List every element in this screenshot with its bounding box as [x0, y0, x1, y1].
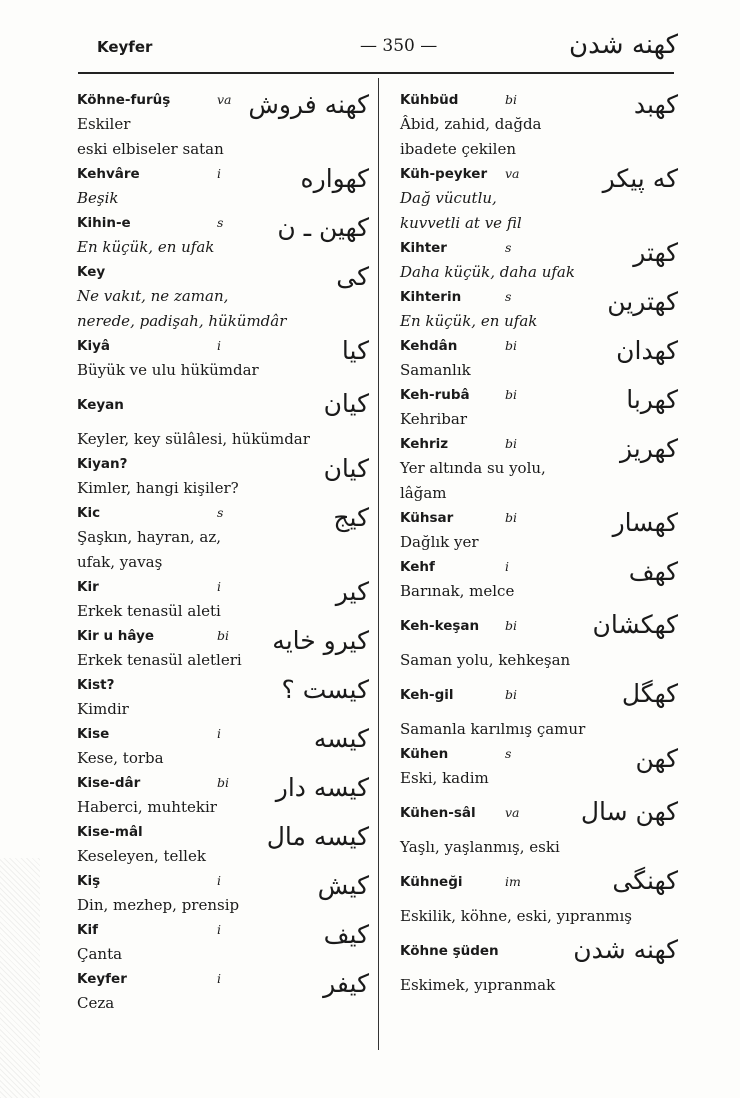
dictionary-entry	[400, 860, 678, 929]
definition-line: Barınak, melce	[400, 582, 515, 600]
headword-text: Kir u hâye	[77, 628, 155, 644]
part-of-speech: bi	[505, 618, 517, 633]
arabic-script: كيا	[341, 336, 369, 365]
headword-text: Kühneği	[400, 874, 463, 890]
arabic-script: كهن سال	[580, 797, 678, 826]
left-column	[77, 88, 369, 1016]
arabic-script: كهكشان	[592, 610, 678, 639]
definition-line: Beşik	[77, 189, 119, 207]
dictionary-entry	[77, 673, 369, 722]
definition-line: ibadete çekilen	[400, 140, 516, 158]
arabic-script: كهترين	[607, 287, 678, 316]
definition-line: Yaşlı, yaşlanmış, eski	[400, 838, 560, 856]
part-of-speech: i	[505, 559, 509, 574]
part-of-speech: i	[217, 579, 221, 594]
dictionary-entry	[77, 771, 369, 820]
part-of-speech: bi	[505, 687, 517, 702]
definition-line: Âbid, zahid, dağda	[400, 115, 542, 133]
arabic-script: كيف	[323, 920, 369, 949]
definition-line: Kese, torba	[77, 749, 164, 767]
part-of-speech: i	[217, 971, 221, 986]
part-of-speech: bi	[505, 387, 517, 402]
part-of-speech: bi	[505, 92, 517, 107]
part-of-speech: bi	[505, 436, 517, 451]
dictionary-entry	[400, 236, 678, 285]
dictionary-entry	[400, 742, 678, 791]
arabic-script: كيست ؟	[281, 675, 369, 704]
definition-line: Daha küçük, daha ufak	[400, 263, 575, 281]
part-of-speech: bi	[217, 775, 229, 790]
part-of-speech: va	[217, 92, 232, 107]
header-rule	[78, 72, 674, 74]
arabic-script: كيسه مال	[266, 822, 369, 851]
right-column	[400, 88, 678, 998]
dictionary-entry	[400, 383, 678, 432]
headword-text: Keyfer	[77, 971, 127, 987]
definition-line: ufak, yavaş	[77, 553, 163, 571]
dictionary-entry	[77, 211, 369, 260]
dictionary-entry	[77, 869, 369, 918]
part-of-speech: s	[505, 289, 512, 304]
definition-line: lâğam	[400, 484, 447, 502]
dictionary-entry	[400, 334, 678, 383]
arabic-script: كيان	[323, 454, 369, 483]
part-of-speech: i	[217, 166, 221, 181]
page-edge-speckle	[0, 858, 40, 1098]
arabic-script: كيسه	[313, 724, 369, 753]
headword-text: Key	[77, 264, 106, 280]
entry-headword	[77, 260, 369, 284]
definition-line: Dağlık yer	[400, 533, 479, 551]
arabic-script: كيسه دار	[275, 773, 369, 802]
dictionary-entry	[77, 967, 369, 1016]
definition-line: Şaşkın, hayran, az,	[77, 528, 222, 546]
part-of-speech: i	[217, 726, 221, 741]
column-divider	[378, 78, 379, 1050]
arabic-script: كى	[336, 262, 369, 291]
definition-line: Eski, kadim	[400, 769, 489, 787]
headword-text: Kise-mâl	[77, 824, 143, 840]
part-of-speech: i	[217, 922, 221, 937]
headword-text: Keh-gil	[400, 687, 454, 703]
dictionary-entry	[400, 604, 678, 673]
headword-text: Kihter	[400, 240, 447, 256]
arabic-script: كهدان	[616, 336, 678, 365]
part-of-speech: bi	[505, 510, 517, 525]
definition-line: Samanlık	[400, 361, 471, 379]
headword-text: Kihin-e	[77, 215, 131, 231]
headword-text: Kehdân	[400, 338, 458, 354]
running-head-arabic: كهنه شدن	[569, 30, 678, 60]
page-number: — 350 —	[360, 36, 438, 56]
part-of-speech: i	[217, 873, 221, 888]
headword-text: Kise-dâr	[77, 775, 141, 791]
entry-headword	[77, 501, 369, 525]
headword-text: Kise	[77, 726, 110, 742]
definition-line: Erkek tenasül aletleri	[77, 651, 242, 669]
dictionary-entry	[77, 918, 369, 967]
arabic-script: كهنه شدن	[573, 935, 678, 964]
dictionary-entry	[77, 820, 369, 869]
part-of-speech: s	[505, 240, 512, 255]
arabic-script: كهن	[635, 744, 678, 773]
dictionary-entry	[400, 88, 678, 162]
arabic-script: كهريز	[620, 434, 678, 463]
definition-line: eski elbiseler satan	[77, 140, 224, 158]
definition-line: Çanta	[77, 945, 123, 963]
definition-line: Yer altında su yolu,	[400, 459, 546, 477]
definition-line: Keseleyen, tellek	[77, 847, 206, 865]
dictionary-entry	[400, 506, 678, 555]
page-header	[0, 30, 740, 70]
arabic-script: كهنگى	[612, 866, 678, 895]
headword-text: Kiyâ	[77, 338, 110, 354]
definition-line: Haberci, muhtekir	[77, 798, 217, 816]
dictionary-entry	[77, 575, 369, 624]
definition-line: En küçük, en ufak	[77, 238, 215, 256]
part-of-speech: s	[505, 746, 512, 761]
part-of-speech: s	[217, 505, 224, 520]
dictionary-entry	[400, 929, 678, 998]
headword-text: Kiyan?	[77, 456, 128, 472]
headword-text: Keh-keşan	[400, 618, 480, 634]
headword-text: Kihterin	[400, 289, 462, 305]
arabic-script: كهواره	[300, 164, 369, 193]
definition-line: Kimdir	[77, 700, 129, 718]
headword-text: Kühen-sâl	[400, 805, 476, 821]
dictionary-entry	[400, 555, 678, 604]
definition-line: Saman yolu, kehkeşan	[400, 651, 571, 669]
dictionary-entry	[77, 88, 369, 162]
headword-text: Küh-peyker	[400, 166, 488, 182]
definition-line: Keyler, key sülâlesi, hükümdar	[77, 430, 310, 448]
arabic-script: كهگل	[621, 679, 678, 708]
dictionary-entry	[77, 260, 369, 334]
headword-text: Kif	[77, 922, 98, 938]
headword-text: Keh-rubâ	[400, 387, 470, 403]
definition-line: nerede, padişah, hükümdâr	[77, 312, 287, 330]
headword-text: Kühbüd	[400, 92, 459, 108]
headword-text: Kehriz	[400, 436, 449, 452]
headword-text: Kiş	[77, 873, 101, 889]
headword-text: Köhne şüden	[400, 943, 499, 959]
dictionary-entry	[77, 722, 369, 771]
arabic-script: كهنه فروش	[248, 90, 369, 119]
headword-text: Kehf	[400, 559, 435, 575]
arabic-script: كهين ـ ن	[277, 213, 369, 242]
headword-text: Kist?	[77, 677, 115, 693]
dictionary-entry	[400, 432, 678, 506]
dictionary-entry	[77, 624, 369, 673]
arabic-script: كيش	[317, 871, 369, 900]
definition-line: Eskilik, köhne, eski, yıpranmış	[400, 907, 632, 925]
part-of-speech: i	[217, 338, 221, 353]
entry-headword	[77, 334, 369, 358]
headword-text: Köhne-furûş	[77, 92, 171, 108]
arabic-script: كهربا	[626, 385, 678, 414]
running-head: Keyfer	[97, 38, 153, 56]
dictionary-entry	[77, 334, 369, 383]
dictionary-entry	[400, 285, 678, 334]
arabic-script: كيان	[323, 389, 369, 418]
part-of-speech: s	[217, 215, 224, 230]
part-of-speech: va	[505, 166, 520, 181]
definition-line: Eskiler	[77, 115, 131, 133]
definition-line: Ceza	[77, 994, 115, 1012]
definition-line: Kimler, hangi kişiler?	[77, 479, 239, 497]
definition-line: En küçük, en ufak	[400, 312, 538, 330]
headword-text: Kühsar	[400, 510, 454, 526]
dictionary-entry	[400, 162, 678, 236]
definition-line: Kehribar	[400, 410, 468, 428]
part-of-speech: im	[505, 874, 521, 889]
headword-text: Kir	[77, 579, 99, 595]
dictionary-entry	[77, 162, 369, 211]
headword-text: Kic	[77, 505, 101, 521]
arabic-script: كيج	[333, 503, 369, 532]
arabic-script: كير	[335, 577, 369, 606]
part-of-speech: bi	[217, 628, 229, 643]
definition-line: Din, mezhep, prensip	[77, 896, 240, 914]
arabic-script: كهتر	[633, 238, 678, 267]
definition-line: Samanla karılmış çamur	[400, 720, 586, 738]
dictionary-entry	[77, 383, 369, 452]
headword-text: Keyan	[77, 397, 124, 413]
arabic-script: كه پيكر	[602, 164, 678, 193]
headword-text: Kühen	[400, 746, 449, 762]
arabic-script: كيرو خايه	[272, 626, 369, 655]
arabic-script: كهف	[628, 557, 678, 586]
headword-text: Kehvâre	[77, 166, 140, 182]
dictionary-entry	[77, 452, 369, 501]
arabic-script: كهسار	[612, 508, 678, 537]
dictionary-entry	[400, 791, 678, 860]
part-of-speech: va	[505, 805, 520, 820]
definition-line: Dağ vücutlu,	[400, 189, 497, 207]
entry-headword	[77, 575, 369, 599]
dictionary-entry	[77, 501, 369, 575]
arabic-script: كيفر	[323, 969, 369, 998]
dictionary-entry	[400, 673, 678, 742]
definition-line: Eskimek, yıpranmak	[400, 976, 556, 994]
arabic-script: كهبد	[633, 90, 678, 119]
definition-line: Erkek tenasül aleti	[77, 602, 221, 620]
definition-line: kuvvetli at ve fil	[400, 214, 522, 232]
definition-line: Ne vakıt, ne zaman,	[77, 287, 229, 305]
definition-line: Büyük ve ulu hükümdar	[77, 361, 259, 379]
part-of-speech: bi	[505, 338, 517, 353]
